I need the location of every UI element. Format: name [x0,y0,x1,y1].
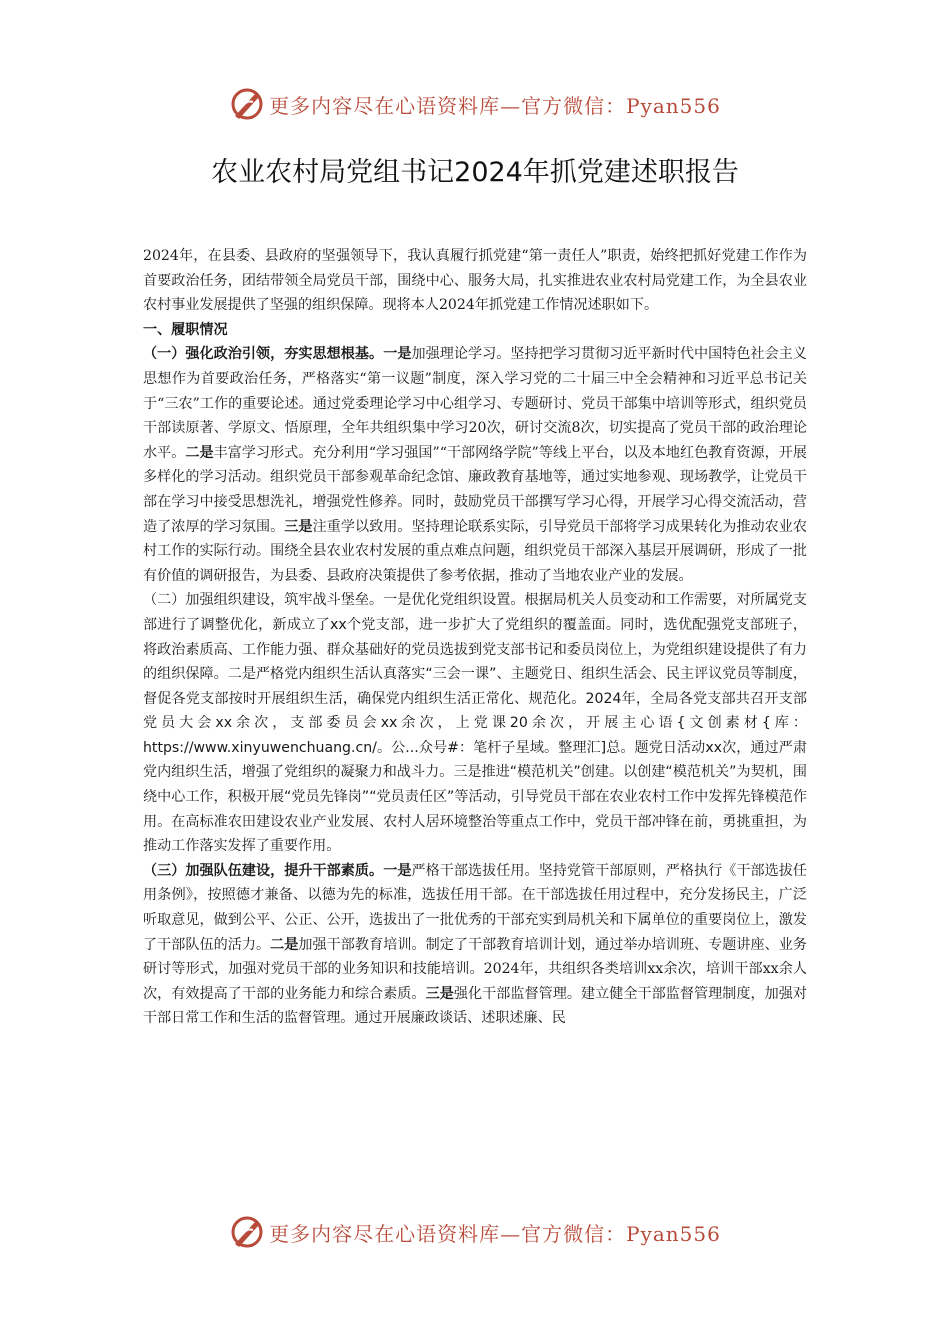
section-heading: 一、履职情况 [143,321,228,338]
paragraph-lead: （三）加强队伍建设，提升干部素质。 [143,862,384,879]
point-marker: 二是 [185,444,214,461]
ink-brush-logo-icon [229,1214,265,1250]
paragraph-political-guidance [143,342,807,588]
watermark-banner-top [0,84,950,124]
document-body [143,244,807,1031]
watermark-text: 更多内容尽在心语资料库—官方微信：Pyan556 [269,1221,721,1246]
paragraph-team-building [143,859,807,1031]
point-text: 加强干部教育培训。制定了干部教育培训计划，通过举办培训班、专题讲座、业务研讨等形式，加强对党员干部的业务知识和技能培训。2024年，共组织各类培训xx余次，培训干部xx余人次，有效提高了干部的业务能力和综合素质。 [143,936,808,1002]
intro-paragraph: 2024年，在县委、县政府的坚强领导下，我认真履行抓党建“第一责任人”职责，始终把抓好党建工作作为首要政治任务，团结带领全局党员干部，围绕中心、服务大局，扎实推进农业农村局党建工作，为全县农业农村事业发展提供了坚强的组织保障。现将本人2024年抓党建工作情况述职如下。 [143,248,807,314]
ink-brush-logo-icon [229,86,265,122]
point-marker: 二是 [270,936,299,953]
paragraph-organization-building: （二）加强组织建设，筑牢战斗堡垒。一是优化党组织设置。根据局机关人员变动和工作需要，对所属党支部进行了调整优化，新成立了xx个党支部，进一步扩大了党组织的覆盖面。同时，选优配强党支部班子，将政治素质高、工作能力强、群众基础好的党员选拔到党支部书记和委员岗位上，为党组织建设提供了有力的组织保障。二是严格党内组织生活认真落实“三会一课”、主题党日、组织生活会、民主评议党员等制度，督促各党支部按时开展组织生活，确保党内组织生活正常化、规范化。2024年，全局各党支部共召开支部党员大会xx余次，支部委员会xx余次，上党课20余次，开展主心语{文创素材{库：https://www.xinyuwenchuang.cn/。公...众号#：笔杆子星域。整理汇]总。题党日活动xx次，通过严肃党内组织生活，增强了党组织的凝聚力和战斗力。三是推进“模范机关”创建。以创建“模范机关”为契机，围绕中心工作，积极开展“党员先锋岗”“党员责任区”等活动，引导党员干部在农业农村工作中发挥先锋模范作用。在高标准农田建设农业产业发展、农村人居环境整治等重点工作中，党员干部冲锋在前，勇挑重担，为推动工作落实发挥了重要作用。 [143,592,807,855]
point-marker: 一是 [383,346,412,363]
point-marker: 三是 [284,518,313,535]
watermark-text: 更多内容尽在心语资料库—官方微信：Pyan556 [269,93,721,118]
point-text: 注重学以致用。坚持理论联系实际，引导党员干部将学习成果转化为推动农业农村工作的实际行动。围绕全县农业农村发展的重点难点问题，组织党员干部深入基层开展调研，形成了一批有价值的调研报告，为县委、县政府决策提供了参考依据，推动了当地农业产业的发展。 [143,518,808,584]
paragraph-lead: （一）强化政治引领，夯实思想根基。 [143,346,384,363]
point-text: 丰富学习形式。充分利用“学习强国”“干部网络学院”等线上平台，以及本地红色教育资源，开展多样化的学习活动。组织党员干部参观革命纪念馆、廉政教育基地等，通过实地参观、现场教学，让党员干部在学习中接受思想洗礼，增强党性修养。同时，鼓励党员干部撰写学习心得，开展学习心得交流活动，营造了浓厚的学习氛围。 [143,444,807,535]
point-text: 严格干部选拔任用。坚持党管干部原则，严格执行《干部选拔任用条例》，按照德才兼备、以德为先的标准，选拔任用干部。在干部选拔任用过程中，充分发扬民主，广泛听取意见，做到公平、公正、公开，选拔出了一批优秀的干部充实到局机关和下属单位的重要岗位上，激发了干部队伍的活力。 [143,862,808,953]
document-title: 农业农村局党组书记2024年抓党建述职报告 [211,157,739,188]
point-text: 加强理论学习。坚持把学习贯彻习近平新时代中国特色社会主义思想作为首要政治任务，严格落实“第一议题”制度，深入学习党的二十届三中全会精神和习近平总书记关于“三农”工作的重要论述。通过党委理论学习中心组学习、专题研讨、党员干部集中培训等形式，组织党员干部读原著、学原文、悟原理，全年共组织集中学习20次，研讨交流8次，切实提高了党员干部的政治理论水平。 [143,346,808,461]
point-text: 强化干部监督管理。建立健全干部监督管理制度，加强对干部日常工作和生活的监督管理。通过开展廉政谈话、述职述廉、民 [143,985,808,1027]
point-marker: 三是 [425,985,454,1002]
watermark-banner-bottom [0,1212,950,1252]
point-marker: 一是 [383,862,412,879]
